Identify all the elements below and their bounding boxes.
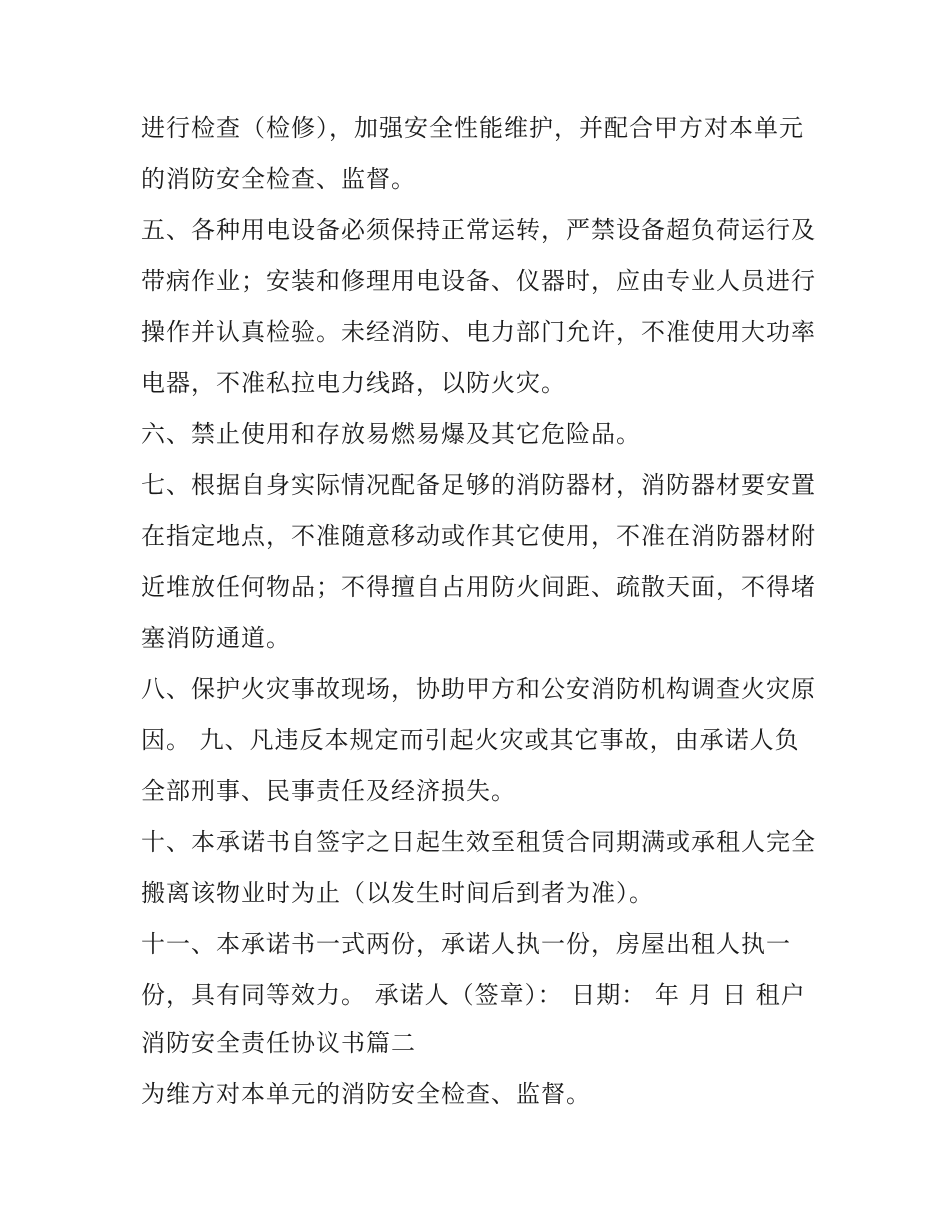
text-line: 五、各种用电设备必须保持正常运转，严禁设备超负荷运行及 xyxy=(141,216,816,244)
text-line: 因。 九、凡违反本规定而引起火灾或其它事故，由承诺人负 xyxy=(141,726,800,754)
text-line: 的消防安全检查、监督。 xyxy=(141,165,416,193)
text-line: 八、保护火灾事故现场，协助甲方和公安消防机构调查火灾原 xyxy=(141,675,816,703)
text-line: 近堆放任何物品；不得擅自占用防火间距、疏散天面，不得堵 xyxy=(141,573,816,601)
section-heading: 消防安全责任协议书篇二 xyxy=(141,1029,416,1057)
text-line: 份，具有同等效力。 承诺人（签章）： 日期： 年 月 日 租户 xyxy=(141,981,806,1009)
text-line: 十、本承诺书自签字之日起生效至租赁合同期满或承租人完全 xyxy=(141,828,816,856)
text-line: 搬离该物业时为止（以发生时间后到者为准）。 xyxy=(141,879,654,907)
text-line: 电器，不准私拉电力线路，以防火灾。 xyxy=(141,369,566,397)
text-line: 在指定地点，不准随意移动或作其它使用，不准在消防器材附 xyxy=(141,522,816,550)
text-line: 操作并认真检验。未经消防、电力部门允许，不准使用大功率 xyxy=(141,318,816,346)
text-line: 七、根据自身实际情况配备足够的消防器材，消防器材要安置 xyxy=(141,471,816,499)
text-line: 进行检查（检修），加强安全性能维护，并配合甲方对本单元 xyxy=(141,114,804,142)
text-line: 带病作业；安装和修理用电设备、仪器时，应由专业人员进行 xyxy=(141,267,816,295)
text-line: 塞消防通道。 xyxy=(141,624,291,652)
text-line: 六、禁止使用和存放易燃易爆及其它危险品。 xyxy=(141,420,641,448)
text-line: 全部刑事、民事责任及经济损失。 xyxy=(141,777,516,805)
text-line: 为维方对本单元的消防安全检查、监督。 xyxy=(141,1080,591,1108)
text-line: 十一、本承诺书一式两份，承诺人执一份，房屋出租人执一 xyxy=(141,930,791,958)
